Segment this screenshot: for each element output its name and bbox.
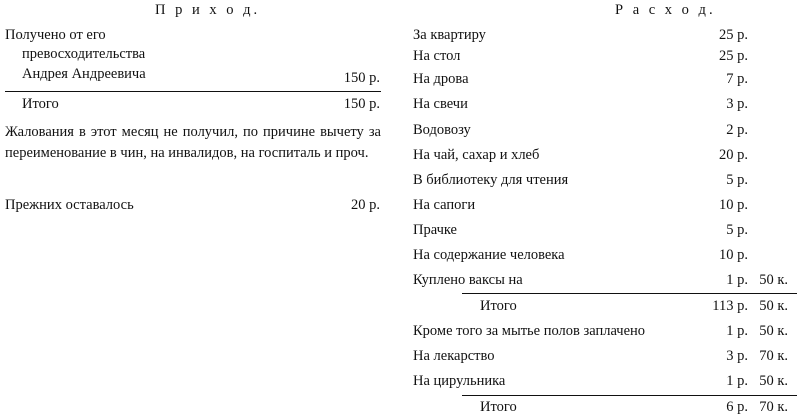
expense-subtotal-label: Итого: [480, 298, 517, 314]
expense-item-rub: 1 р.: [726, 272, 748, 288]
expense-item-label: На содержание человека: [413, 247, 565, 263]
income-divider: [5, 91, 381, 92]
income-total-amount: 150 р.: [343, 96, 380, 112]
expense-extra-kop: 50 к.: [759, 373, 788, 389]
expense-item-rub: 3 р.: [726, 96, 748, 112]
expense-item-rub: 25 р.: [719, 27, 748, 43]
expense-extra-label: На лекарство: [413, 348, 495, 364]
expense-item-rub: 2 р.: [726, 122, 748, 138]
expense-extra-label: На цирульника: [413, 373, 506, 389]
expense-subtotal-divider: [462, 293, 797, 294]
expense-item-rub: 7 р.: [726, 71, 748, 87]
expense-item-label: В библиотеку для чтения: [413, 172, 569, 188]
expense-item-rub: 5 р.: [726, 222, 748, 238]
expense-extra-rub: 3 р.: [726, 348, 748, 364]
expense-subtotal-rub: 113 р.: [712, 298, 748, 314]
expense-heading: Р а с х о д.: [615, 2, 716, 18]
expense-item-label: Водовозу: [413, 122, 471, 138]
income-received-line-1: Получено от его: [5, 27, 106, 43]
expense-item-rub: 10 р.: [719, 197, 748, 213]
expense-subtotal-kop: 50 к.: [759, 298, 788, 314]
expense-item-label: На стол: [413, 48, 461, 64]
income-heading: П р и х о д.: [155, 2, 261, 18]
income-note: Жалования в этот месяц не получил, по причине вычету за переименование в чин, на инвалидов, на госпиталь и проч.: [5, 124, 381, 161]
expense-item-rub: 5 р.: [726, 172, 748, 188]
expense-item-label: На чай, сахар и хлеб: [413, 147, 540, 163]
income-total-label: Итого: [22, 96, 59, 112]
expense-extra-label: Кроме того за мытье полов заплачено: [413, 323, 646, 339]
expense-extra-kop: 70 к.: [759, 348, 788, 364]
expense-extra-rub: 1 р.: [726, 373, 748, 389]
expense-item-kop: 50 к.: [759, 272, 788, 288]
expense-item-rub: 25 р.: [719, 48, 748, 64]
income-received-line-2: превосходительства: [22, 46, 146, 62]
income-previous-amount: 20 р.: [351, 197, 380, 213]
expense-total-divider: [462, 395, 797, 396]
income-previous-label: Прежних оставалось: [5, 197, 134, 213]
expense-item-label: За квартиру: [413, 27, 486, 43]
expense-item-rub: 10 р.: [719, 247, 748, 263]
income-received-line-3: Андрея Андреевича: [22, 66, 146, 82]
expense-total-label: Итого: [480, 399, 517, 415]
income-received-amount: 150 р.: [343, 70, 380, 86]
expense-item-label: На сапоги: [413, 197, 476, 213]
expense-extra-kop: 50 к.: [759, 323, 788, 339]
expense-item-label: На дрова: [413, 71, 469, 87]
expense-item-rub: 20 р.: [719, 147, 748, 163]
expense-total-rub: 6 р.: [726, 399, 748, 415]
expense-item-label: Куплено ваксы на: [413, 272, 523, 288]
expense-item-label: Прачке: [413, 222, 457, 238]
expense-total-kop: 70 к.: [759, 399, 788, 415]
expense-item-label: На свечи: [413, 96, 468, 112]
expense-extra-rub: 1 р.: [726, 323, 748, 339]
